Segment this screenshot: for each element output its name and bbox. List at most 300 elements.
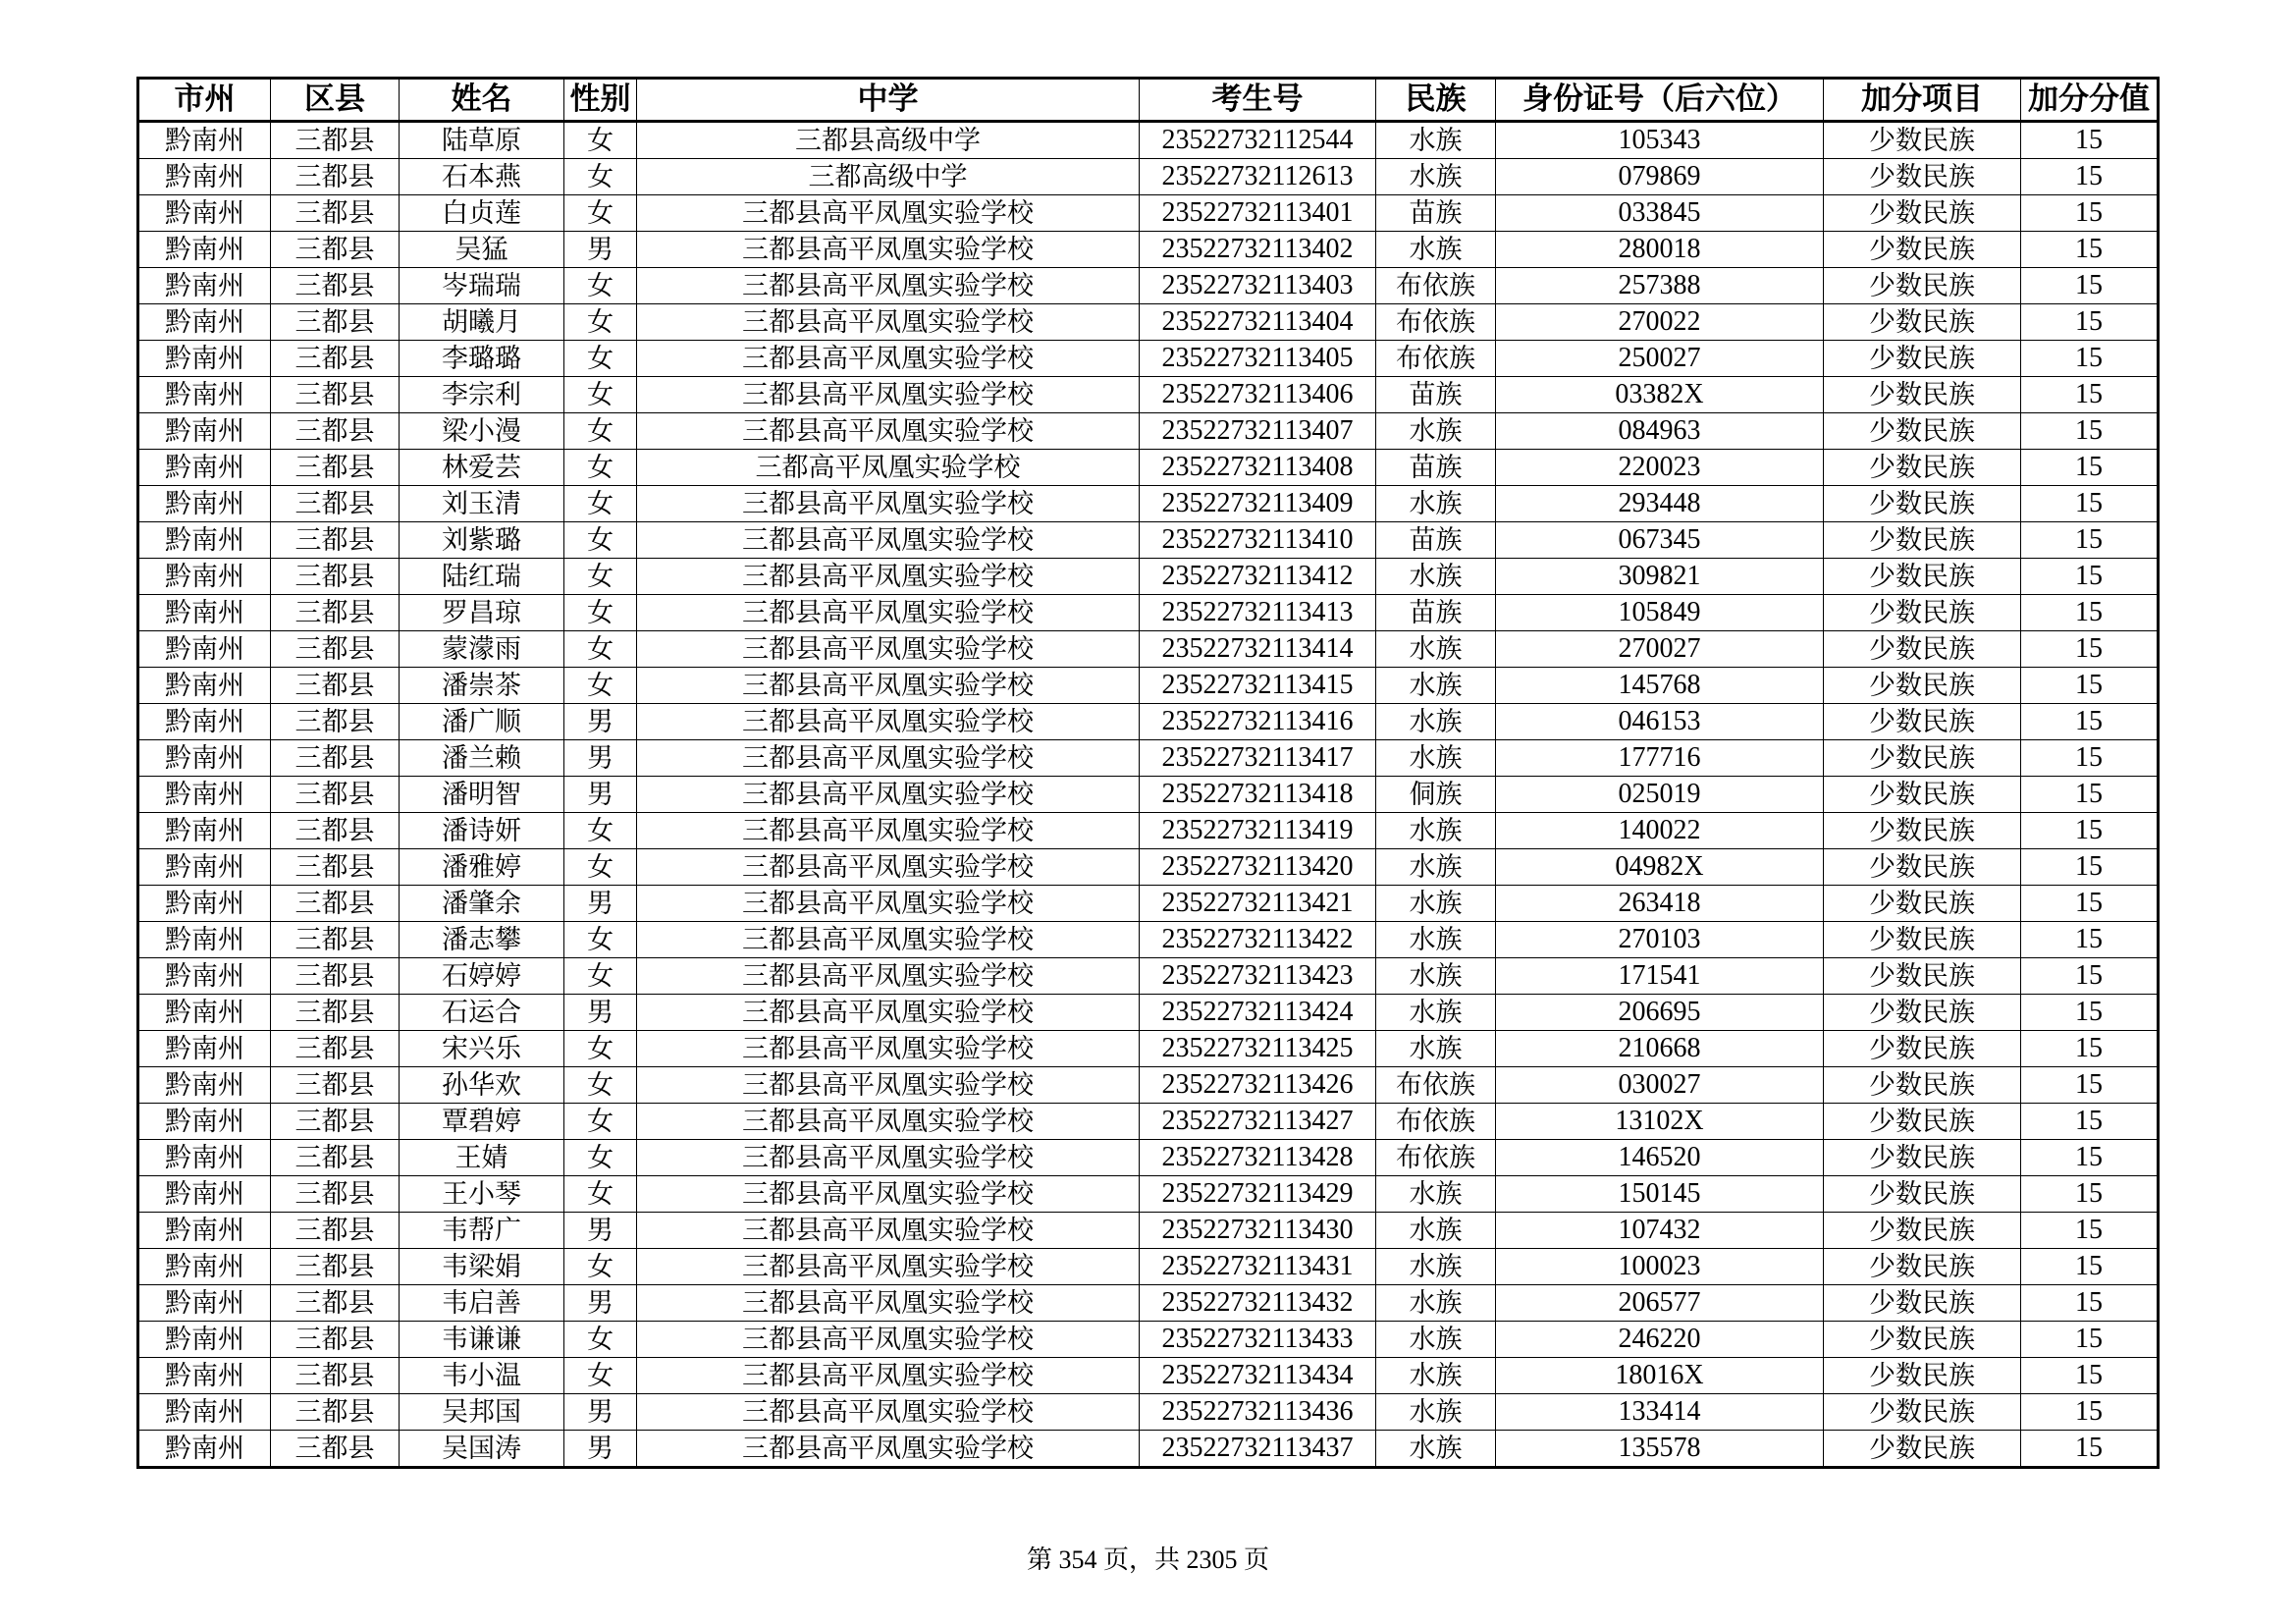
cell-exam-number: 23522732113430: [1140, 1213, 1376, 1249]
cell-exam-number: 23522732113405: [1140, 341, 1376, 377]
cell-city: 黔南州: [138, 268, 271, 304]
cell-exam-number: 23522732113415: [1140, 668, 1376, 704]
cell-school: 三都县高平凤凰实验学校: [637, 1249, 1140, 1285]
table-row: [138, 1285, 2159, 1322]
cell-county: 三都县: [271, 1431, 400, 1468]
cell-id-last-six: 030027: [1496, 1067, 1824, 1104]
cell-school: 三都县高平凤凰实验学校: [637, 1213, 1140, 1249]
cell-name: 岑瑞瑞: [400, 268, 564, 304]
cell-name: 韦启善: [400, 1285, 564, 1322]
cell-gender: 男: [564, 1394, 637, 1431]
cell-city: 黔南州: [138, 232, 271, 268]
cell-id-last-six: 145768: [1496, 668, 1824, 704]
cell-bonus-item: 少数民族: [1824, 1104, 2021, 1140]
cell-bonus-points: 15: [2021, 1322, 2159, 1358]
cell-ethnicity: 水族: [1376, 1176, 1496, 1213]
cell-county: 三都县: [271, 1176, 400, 1213]
cell-bonus-points: 15: [2021, 304, 2159, 341]
cell-bonus-points: 15: [2021, 1031, 2159, 1067]
cell-county: 三都县: [271, 777, 400, 813]
cell-gender: 女: [564, 1358, 637, 1394]
cell-bonus-item: 少数民族: [1824, 1394, 2021, 1431]
cell-bonus-points: 15: [2021, 122, 2159, 159]
cell-name: 林爱芸: [400, 450, 564, 486]
cell-gender: 女: [564, 522, 637, 559]
cell-city: 黔南州: [138, 122, 271, 159]
cell-exam-number: 23522732113426: [1140, 1067, 1376, 1104]
cell-exam-number: 23522732113425: [1140, 1031, 1376, 1067]
table-row: [138, 886, 2159, 922]
cell-ethnicity: 水族: [1376, 704, 1496, 740]
cell-city: 黔南州: [138, 486, 271, 522]
table-row: [138, 1322, 2159, 1358]
table-row: [138, 922, 2159, 958]
cell-exam-number: 23522732113404: [1140, 304, 1376, 341]
cell-city: 黔南州: [138, 450, 271, 486]
cell-bonus-points: 15: [2021, 1394, 2159, 1431]
score-bonus-table: [136, 77, 2160, 1469]
table-row: [138, 1358, 2159, 1394]
cell-school: 三都县高平凤凰实验学校: [637, 740, 1140, 777]
cell-county: 三都县: [271, 450, 400, 486]
cell-ethnicity: 水族: [1376, 886, 1496, 922]
cell-exam-number: 23522732113423: [1140, 958, 1376, 995]
table-row: [138, 341, 2159, 377]
cell-name: 潘肇余: [400, 886, 564, 922]
cell-school: 三都县高平凤凰实验学校: [637, 704, 1140, 740]
cell-county: 三都县: [271, 268, 400, 304]
cell-school: 三都高平凤凰实验学校: [637, 450, 1140, 486]
cell-name: 石婷婷: [400, 958, 564, 995]
cell-city: 黔南州: [138, 1285, 271, 1322]
cell-bonus-item: 少数民族: [1824, 740, 2021, 777]
cell-ethnicity: 水族: [1376, 1394, 1496, 1431]
cell-school: 三都县高平凤凰实验学校: [637, 413, 1140, 450]
table-row: [138, 1431, 2159, 1468]
header-city: 市州: [138, 79, 271, 122]
cell-ethnicity: 布依族: [1376, 268, 1496, 304]
cell-id-last-six: 263418: [1496, 886, 1824, 922]
cell-ethnicity: 水族: [1376, 1249, 1496, 1285]
cell-school: 三都县高平凤凰实验学校: [637, 1285, 1140, 1322]
table-row: [138, 304, 2159, 341]
cell-bonus-points: 15: [2021, 849, 2159, 886]
table-row: [138, 1176, 2159, 1213]
cell-gender: 女: [564, 159, 637, 195]
cell-bonus-points: 15: [2021, 922, 2159, 958]
cell-city: 黔南州: [138, 1104, 271, 1140]
cell-school: 三都高级中学: [637, 159, 1140, 195]
cell-ethnicity: 水族: [1376, 1031, 1496, 1067]
table-row: [138, 122, 2159, 159]
cell-exam-number: 23522732113431: [1140, 1249, 1376, 1285]
cell-exam-number: 23522732112613: [1140, 159, 1376, 195]
cell-gender: 女: [564, 631, 637, 668]
cell-exam-number: 23522732113422: [1140, 922, 1376, 958]
cell-bonus-points: 15: [2021, 740, 2159, 777]
cell-name: 潘广顺: [400, 704, 564, 740]
table-row: [138, 849, 2159, 886]
cell-gender: 女: [564, 268, 637, 304]
cell-exam-number: 23522732113401: [1140, 195, 1376, 232]
header-row: [138, 79, 2159, 122]
table-row: [138, 1394, 2159, 1431]
cell-exam-number: 23522732113418: [1140, 777, 1376, 813]
cell-bonus-item: 少数民族: [1824, 522, 2021, 559]
table-row: [138, 995, 2159, 1031]
cell-ethnicity: 布依族: [1376, 1104, 1496, 1140]
cell-bonus-points: 15: [2021, 886, 2159, 922]
cell-exam-number: 23522732113408: [1140, 450, 1376, 486]
cell-school: 三都县高平凤凰实验学校: [637, 849, 1140, 886]
cell-bonus-points: 15: [2021, 1140, 2159, 1176]
header-bonus-points: 加分分值: [2021, 79, 2159, 122]
cell-school: 三都县高平凤凰实验学校: [637, 1322, 1140, 1358]
cell-name: 王婧: [400, 1140, 564, 1176]
cell-id-last-six: 133414: [1496, 1394, 1824, 1431]
table-row: [138, 232, 2159, 268]
cell-gender: 男: [564, 740, 637, 777]
table-body: [138, 122, 2159, 1468]
cell-id-last-six: 084963: [1496, 413, 1824, 450]
cell-id-last-six: 150145: [1496, 1176, 1824, 1213]
table-row: [138, 631, 2159, 668]
cell-gender: 女: [564, 413, 637, 450]
cell-exam-number: 23522732113403: [1140, 268, 1376, 304]
cell-exam-number: 23522732113407: [1140, 413, 1376, 450]
cell-name: 宋兴乐: [400, 1031, 564, 1067]
cell-bonus-points: 15: [2021, 995, 2159, 1031]
cell-bonus-points: 15: [2021, 268, 2159, 304]
cell-exam-number: 23522732113416: [1140, 704, 1376, 740]
cell-bonus-points: 15: [2021, 450, 2159, 486]
cell-city: 黔南州: [138, 1140, 271, 1176]
header-exam-number: 考生号: [1140, 79, 1376, 122]
cell-county: 三都县: [271, 958, 400, 995]
cell-gender: 女: [564, 341, 637, 377]
cell-bonus-item: 少数民族: [1824, 268, 2021, 304]
cell-bonus-item: 少数民族: [1824, 1249, 2021, 1285]
cell-bonus-item: 少数民族: [1824, 232, 2021, 268]
cell-city: 黔南州: [138, 1394, 271, 1431]
cell-name: 潘诗妍: [400, 813, 564, 849]
cell-county: 三都县: [271, 1285, 400, 1322]
cell-gender: 男: [564, 777, 637, 813]
cell-name: 潘兰赖: [400, 740, 564, 777]
cell-bonus-item: 少数民族: [1824, 1213, 2021, 1249]
cell-gender: 男: [564, 1213, 637, 1249]
cell-gender: 女: [564, 1176, 637, 1213]
cell-id-last-six: 177716: [1496, 740, 1824, 777]
cell-id-last-six: 105849: [1496, 595, 1824, 631]
cell-city: 黔南州: [138, 995, 271, 1031]
cell-name: 李璐璐: [400, 341, 564, 377]
cell-school: 三都县高平凤凰实验学校: [637, 1104, 1140, 1140]
cell-name: 吴猛: [400, 232, 564, 268]
cell-city: 黔南州: [138, 304, 271, 341]
cell-bonus-item: 少数民族: [1824, 1358, 2021, 1394]
cell-name: 胡曦月: [400, 304, 564, 341]
cell-ethnicity: 水族: [1376, 1431, 1496, 1468]
cell-county: 三都县: [271, 995, 400, 1031]
cell-id-last-six: 250027: [1496, 341, 1824, 377]
cell-city: 黔南州: [138, 777, 271, 813]
cell-exam-number: 23522732113413: [1140, 595, 1376, 631]
cell-county: 三都县: [271, 1358, 400, 1394]
cell-name: 罗昌琼: [400, 595, 564, 631]
cell-school: 三都县高平凤凰实验学校: [637, 595, 1140, 631]
cell-id-last-six: 135578: [1496, 1431, 1824, 1468]
cell-name: 覃碧婷: [400, 1104, 564, 1140]
cell-county: 三都县: [271, 559, 400, 595]
cell-id-last-six: 257388: [1496, 268, 1824, 304]
cell-exam-number: 23522732113420: [1140, 849, 1376, 886]
cell-bonus-item: 少数民族: [1824, 777, 2021, 813]
cell-gender: 女: [564, 922, 637, 958]
cell-gender: 男: [564, 704, 637, 740]
header-bonus-item: 加分项目: [1824, 79, 2021, 122]
cell-bonus-points: 15: [2021, 1249, 2159, 1285]
cell-city: 黔南州: [138, 341, 271, 377]
cell-id-last-six: 246220: [1496, 1322, 1824, 1358]
cell-id-last-six: 140022: [1496, 813, 1824, 849]
cell-school: 三都县高平凤凰实验学校: [637, 486, 1140, 522]
cell-name: 梁小漫: [400, 413, 564, 450]
cell-name: 韦谦谦: [400, 1322, 564, 1358]
cell-bonus-item: 少数民族: [1824, 1431, 2021, 1468]
cell-county: 三都县: [271, 849, 400, 886]
table-header: [138, 79, 2159, 122]
header-school: 中学: [637, 79, 1140, 122]
cell-bonus-item: 少数民族: [1824, 341, 2021, 377]
cell-ethnicity: 布依族: [1376, 1067, 1496, 1104]
cell-school: 三都县高级中学: [637, 122, 1140, 159]
cell-name: 孙华欢: [400, 1067, 564, 1104]
cell-exam-number: 23522732113436: [1140, 1394, 1376, 1431]
cell-ethnicity: 水族: [1376, 1322, 1496, 1358]
cell-exam-number: 23522732113417: [1140, 740, 1376, 777]
table-row: [138, 1031, 2159, 1067]
cell-bonus-item: 少数民族: [1824, 813, 2021, 849]
cell-exam-number: 23522732113414: [1140, 631, 1376, 668]
cell-county: 三都县: [271, 668, 400, 704]
cell-school: 三都县高平凤凰实验学校: [637, 631, 1140, 668]
cell-city: 黔南州: [138, 413, 271, 450]
cell-bonus-item: 少数民族: [1824, 595, 2021, 631]
cell-county: 三都县: [271, 704, 400, 740]
cell-exam-number: 23522732113412: [1140, 559, 1376, 595]
cell-bonus-item: 少数民族: [1824, 995, 2021, 1031]
cell-ethnicity: 苗族: [1376, 595, 1496, 631]
cell-name: 潘雅婷: [400, 849, 564, 886]
cell-city: 黔南州: [138, 522, 271, 559]
cell-bonus-item: 少数民族: [1824, 559, 2021, 595]
cell-city: 黔南州: [138, 1213, 271, 1249]
cell-county: 三都县: [271, 195, 400, 232]
cell-name: 潘明智: [400, 777, 564, 813]
cell-id-last-six: 270027: [1496, 631, 1824, 668]
cell-ethnicity: 水族: [1376, 559, 1496, 595]
table-row: [138, 1104, 2159, 1140]
cell-city: 黔南州: [138, 813, 271, 849]
cell-bonus-points: 15: [2021, 1067, 2159, 1104]
cell-bonus-item: 少数民族: [1824, 886, 2021, 922]
cell-bonus-points: 15: [2021, 668, 2159, 704]
cell-name: 刘紫璐: [400, 522, 564, 559]
cell-gender: 男: [564, 886, 637, 922]
cell-gender: 女: [564, 122, 637, 159]
cell-name: 石运合: [400, 995, 564, 1031]
cell-gender: 女: [564, 1249, 637, 1285]
cell-school: 三都县高平凤凰实验学校: [637, 1431, 1140, 1468]
cell-city: 黔南州: [138, 631, 271, 668]
cell-county: 三都县: [271, 377, 400, 413]
cell-school: 三都县高平凤凰实验学校: [637, 777, 1140, 813]
cell-name: 刘玉清: [400, 486, 564, 522]
cell-exam-number: 23522732113406: [1140, 377, 1376, 413]
cell-school: 三都县高平凤凰实验学校: [637, 1031, 1140, 1067]
table-row: [138, 195, 2159, 232]
cell-bonus-item: 少数民族: [1824, 1140, 2021, 1176]
cell-city: 黔南州: [138, 849, 271, 886]
cell-county: 三都县: [271, 1104, 400, 1140]
table-row: [138, 958, 2159, 995]
cell-bonus-item: 少数民族: [1824, 1031, 2021, 1067]
cell-school: 三都县高平凤凰实验学校: [637, 1067, 1140, 1104]
cell-bonus-item: 少数民族: [1824, 195, 2021, 232]
cell-id-last-six: 079869: [1496, 159, 1824, 195]
cell-ethnicity: 水族: [1376, 813, 1496, 849]
cell-county: 三都县: [271, 922, 400, 958]
cell-ethnicity: 苗族: [1376, 195, 1496, 232]
cell-county: 三都县: [271, 304, 400, 341]
cell-bonus-points: 15: [2021, 377, 2159, 413]
cell-ethnicity: 水族: [1376, 486, 1496, 522]
cell-ethnicity: 布依族: [1376, 341, 1496, 377]
cell-city: 黔南州: [138, 1067, 271, 1104]
cell-id-last-six: 280018: [1496, 232, 1824, 268]
cell-city: 黔南州: [138, 595, 271, 631]
cell-exam-number: 23522732113410: [1140, 522, 1376, 559]
cell-bonus-points: 15: [2021, 1285, 2159, 1322]
cell-county: 三都县: [271, 595, 400, 631]
cell-school: 三都县高平凤凰实验学校: [637, 377, 1140, 413]
cell-gender: 女: [564, 1031, 637, 1067]
cell-county: 三都县: [271, 740, 400, 777]
cell-county: 三都县: [271, 413, 400, 450]
cell-exam-number: 23522732113428: [1140, 1140, 1376, 1176]
cell-exam-number: 23522732113429: [1140, 1176, 1376, 1213]
cell-name: 白贞莲: [400, 195, 564, 232]
cell-school: 三都县高平凤凰实验学校: [637, 813, 1140, 849]
cell-bonus-points: 15: [2021, 631, 2159, 668]
cell-bonus-item: 少数民族: [1824, 849, 2021, 886]
table-row: [138, 813, 2159, 849]
cell-school: 三都县高平凤凰实验学校: [637, 559, 1140, 595]
cell-name: 吴国涛: [400, 1431, 564, 1468]
cell-id-last-six: 04982X: [1496, 849, 1824, 886]
cell-gender: 女: [564, 668, 637, 704]
table-row: [138, 1140, 2159, 1176]
cell-ethnicity: 水族: [1376, 159, 1496, 195]
cell-bonus-points: 15: [2021, 1104, 2159, 1140]
cell-school: 三都县高平凤凰实验学校: [637, 995, 1140, 1031]
cell-school: 三都县高平凤凰实验学校: [637, 304, 1140, 341]
cell-ethnicity: 水族: [1376, 1285, 1496, 1322]
cell-bonus-item: 少数民族: [1824, 958, 2021, 995]
cell-city: 黔南州: [138, 1322, 271, 1358]
table-row: [138, 377, 2159, 413]
header-gender: 性别: [564, 79, 637, 122]
cell-gender: 女: [564, 813, 637, 849]
cell-id-last-six: 270103: [1496, 922, 1824, 958]
cell-school: 三都县高平凤凰实验学校: [637, 1176, 1140, 1213]
cell-school: 三都县高平凤凰实验学校: [637, 1358, 1140, 1394]
cell-city: 黔南州: [138, 1358, 271, 1394]
cell-bonus-points: 15: [2021, 1431, 2159, 1468]
cell-city: 黔南州: [138, 922, 271, 958]
cell-bonus-points: 15: [2021, 413, 2159, 450]
cell-id-last-six: 18016X: [1496, 1358, 1824, 1394]
cell-ethnicity: 水族: [1376, 668, 1496, 704]
cell-school: 三都县高平凤凰实验学校: [637, 1394, 1140, 1431]
cell-bonus-points: 15: [2021, 486, 2159, 522]
cell-city: 黔南州: [138, 195, 271, 232]
cell-gender: 女: [564, 1322, 637, 1358]
cell-ethnicity: 水族: [1376, 413, 1496, 450]
cell-school: 三都县高平凤凰实验学校: [637, 886, 1140, 922]
cell-id-last-six: 105343: [1496, 122, 1824, 159]
cell-name: 石本燕: [400, 159, 564, 195]
cell-city: 黔南州: [138, 559, 271, 595]
cell-county: 三都县: [271, 1322, 400, 1358]
cell-bonus-points: 15: [2021, 232, 2159, 268]
cell-school: 三都县高平凤凰实验学校: [637, 341, 1140, 377]
cell-name: 蒙濛雨: [400, 631, 564, 668]
cell-gender: 女: [564, 849, 637, 886]
cell-ethnicity: 水族: [1376, 232, 1496, 268]
cell-county: 三都县: [271, 522, 400, 559]
cell-exam-number: 23522732113424: [1140, 995, 1376, 1031]
cell-bonus-item: 少数民族: [1824, 159, 2021, 195]
cell-city: 黔南州: [138, 704, 271, 740]
cell-ethnicity: 苗族: [1376, 377, 1496, 413]
cell-county: 三都县: [271, 486, 400, 522]
cell-name: 陆草原: [400, 122, 564, 159]
cell-id-last-six: 046153: [1496, 704, 1824, 740]
cell-school: 三都县高平凤凰实验学校: [637, 232, 1140, 268]
cell-id-last-six: 293448: [1496, 486, 1824, 522]
cell-id-last-six: 067345: [1496, 522, 1824, 559]
cell-ethnicity: 水族: [1376, 631, 1496, 668]
cell-bonus-points: 15: [2021, 159, 2159, 195]
cell-bonus-points: 15: [2021, 522, 2159, 559]
cell-exam-number: 23522732113433: [1140, 1322, 1376, 1358]
header-ethnicity: 民族: [1376, 79, 1496, 122]
cell-bonus-item: 少数民族: [1824, 1322, 2021, 1358]
cell-id-last-six: 13102X: [1496, 1104, 1824, 1140]
cell-name: 潘崇茶: [400, 668, 564, 704]
cell-bonus-points: 15: [2021, 1358, 2159, 1394]
cell-school: 三都县高平凤凰实验学校: [637, 922, 1140, 958]
cell-ethnicity: 苗族: [1376, 450, 1496, 486]
cell-name: 韦小温: [400, 1358, 564, 1394]
cell-ethnicity: 布依族: [1376, 1140, 1496, 1176]
header-name: 姓名: [400, 79, 564, 122]
cell-county: 三都县: [271, 232, 400, 268]
cell-bonus-item: 少数民族: [1824, 1067, 2021, 1104]
table-row: [138, 159, 2159, 195]
